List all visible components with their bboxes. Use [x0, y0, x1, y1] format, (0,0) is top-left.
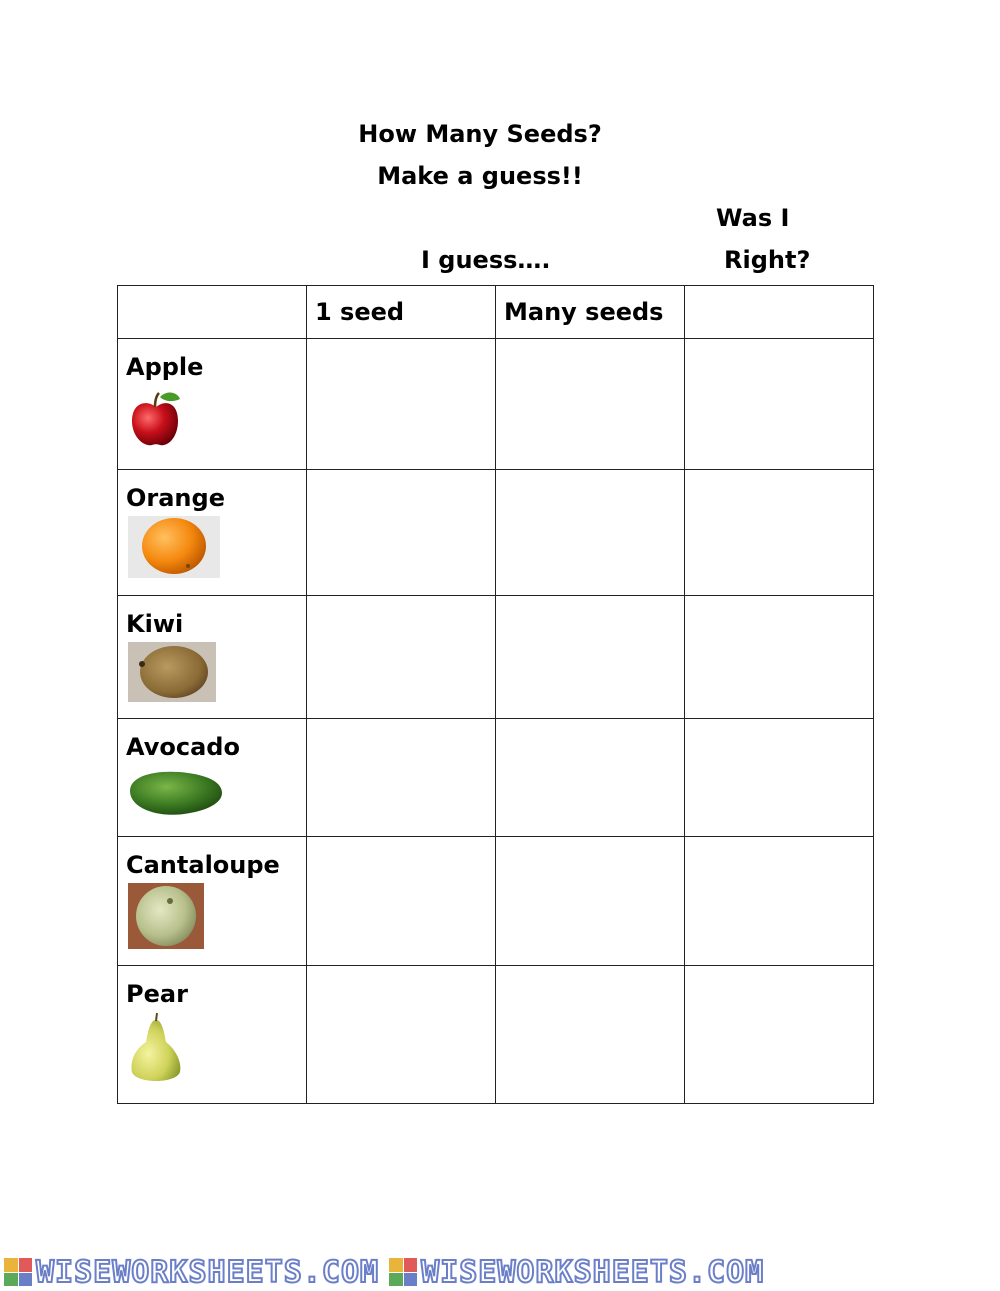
logo-squares-icon: [4, 1258, 32, 1286]
fruit-cell: [118, 966, 307, 1104]
right-label: Right?: [724, 246, 811, 274]
worksheet-title: How Many Seeds?: [358, 120, 602, 148]
i-guess-label: I guess….: [421, 246, 551, 274]
was-i-label: Was I: [716, 204, 790, 232]
table-row: [118, 596, 874, 719]
column-header-blank: [118, 286, 307, 339]
column-header-one-seed: 1 seed: [307, 286, 496, 339]
pear-icon: [128, 1012, 184, 1086]
fruit-cell: [118, 339, 307, 470]
guess-many-seeds-cell[interactable]: [496, 596, 685, 719]
fruit-cell: [118, 470, 307, 596]
orange-icon: [128, 516, 220, 578]
table-row: [118, 339, 874, 470]
guess-many-seeds-cell[interactable]: [496, 966, 685, 1104]
guess-many-seeds-cell[interactable]: [496, 837, 685, 966]
guess-one-seed-cell[interactable]: [307, 596, 496, 719]
watermark-logo: [4, 1255, 379, 1290]
worksheet-subtitle: Make a guess!!: [377, 162, 583, 190]
was-i-right-cell[interactable]: [685, 719, 874, 837]
guess-one-seed-cell[interactable]: [307, 470, 496, 596]
column-header-many-seeds: Many seeds: [496, 286, 685, 339]
guess-one-seed-cell[interactable]: [307, 719, 496, 837]
guess-many-seeds-cell[interactable]: [496, 470, 685, 596]
fruit-name: Orange: [126, 484, 225, 512]
guess-many-seeds-cell[interactable]: [496, 339, 685, 470]
table-row: [118, 966, 874, 1104]
column-header-was-i-right: [685, 286, 874, 339]
was-i-right-cell[interactable]: [685, 837, 874, 966]
watermark-text: WISEWORKSHEETS.COM: [36, 1254, 380, 1290]
fruit-cell: [118, 596, 307, 719]
was-i-right-cell[interactable]: [685, 596, 874, 719]
guess-one-seed-cell[interactable]: [307, 837, 496, 966]
avocado-icon: [128, 767, 224, 819]
kiwi-icon: [128, 642, 216, 702]
fruit-name: Kiwi: [126, 610, 184, 638]
fruit-cell: [118, 837, 307, 966]
watermark-logo: [389, 1255, 764, 1290]
was-i-right-cell[interactable]: [685, 339, 874, 470]
cantaloupe-icon: [128, 883, 204, 949]
logo-squares-icon: [389, 1258, 417, 1286]
was-i-right-cell[interactable]: [685, 470, 874, 596]
table-row: [118, 470, 874, 596]
table-row: [118, 837, 874, 966]
table-row: [118, 719, 874, 837]
fruit-name: Avocado: [126, 733, 240, 761]
was-i-right-cell[interactable]: [685, 966, 874, 1104]
guess-one-seed-cell[interactable]: [307, 339, 496, 470]
guess-one-seed-cell[interactable]: [307, 966, 496, 1104]
apple-icon: [128, 389, 184, 449]
fruit-name: Apple: [126, 353, 204, 381]
table-header-row: [118, 286, 874, 339]
fruit-cell: [118, 719, 307, 837]
guess-many-seeds-cell[interactable]: [496, 719, 685, 837]
watermark-footer: [0, 1256, 1000, 1288]
seed-guess-table: [117, 285, 874, 1104]
fruit-name: Pear: [126, 980, 188, 1008]
watermark-text: WISEWORKSHEETS.COM: [421, 1254, 765, 1290]
fruit-name: Cantaloupe: [126, 851, 280, 879]
